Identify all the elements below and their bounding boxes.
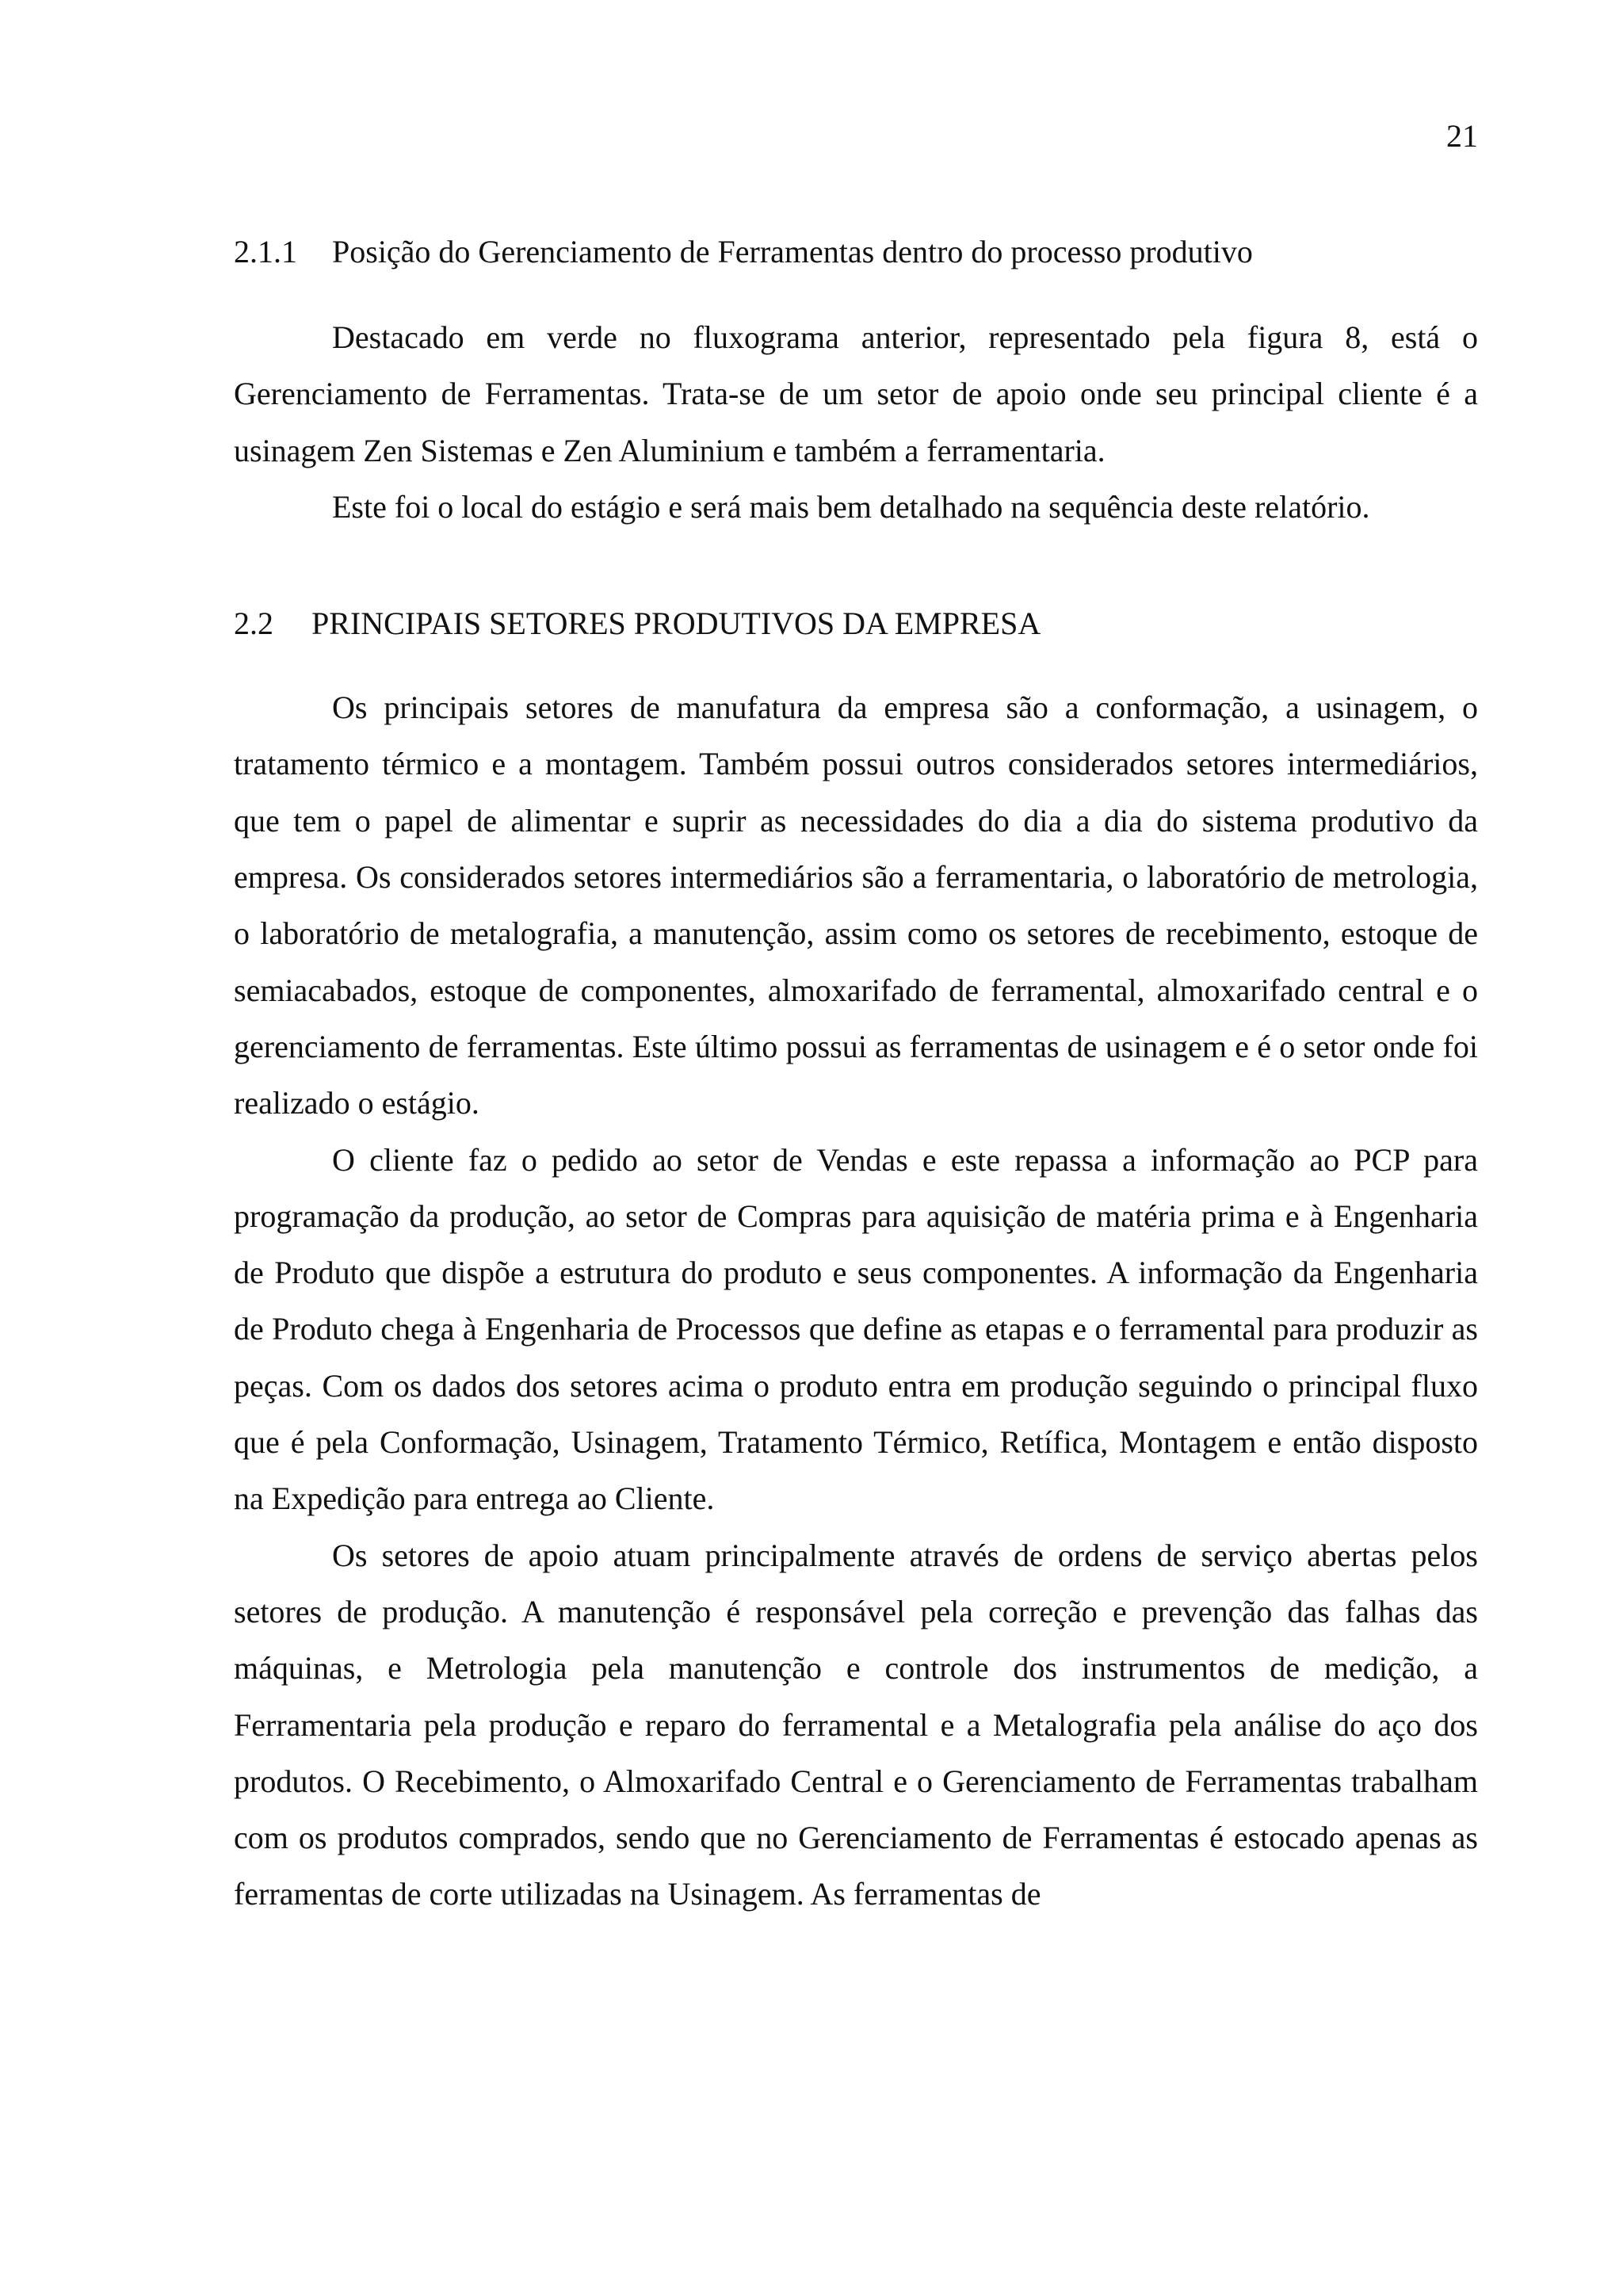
paragraph: Os principais setores de manufatura da empresa são a conformação, a usinagem, o tratamento térmico e a montagem. Também possui outros considerados setores intermediários, que tem o papel de alimentar e suprir as necessidades do dia a dia do sistema produtivo da empresa. Os considerados setores intermediários são a ferramentaria, o laboratório de metrologia, o laboratório de metalografia, a manutenção, assim como os setores de recebimento, estoque de semiacabados, estoque de componentes, almoxarifado de ferramental, almoxarifado central e o gerenciamento de ferramentas. Este último possui as ferramentas de usinagem e é o setor onde foi realizado o estágio. [234, 690, 1478, 1121]
paragraph: Os setores de apoio atuam principalmente através de ordens de serviço abertas pelos setores de produção. A manutenção é responsável pela correção e prevenção das falhas das máquinas, e Metrologia pela manutenção e controle dos instrumentos de medição, a Ferramentaria pela produção e reparo do ferramental e a Metalografia pela análise do aço dos produtos. O Recebimento, o Almoxarifado Central e o Gerenciamento de Ferramentas trabalham com os produtos comprados, sendo que no Gerenciamento de Ferramentas é estocado apenas as ferramentas de corte utilizadas na Usinagem. As ferramentas de [234, 1537, 1478, 1912]
paragraph: O cliente faz o pedido ao setor de Vendas e este repassa a informação ao PCP para programação da produção, ao setor de Compras para aquisição de matéria prima e à Engenharia de Produto que dispõe a estrutura do produto e seus componentes. A informação da Engenharia de Produto chega à Engenharia de Processos que define as etapas e o ferramental para produzir as peças. Com os dados dos setores acima o produto entra em produção seguindo o principal fluxo que é pela Conformação, Usinagem, Tratamento Térmico, Retífica, Montagem e então disposto na Expedição para entrega ao Cliente. [234, 1141, 1478, 1517]
subsection-number: 2.1.1 [234, 234, 297, 269]
subsection-heading [234, 228, 1478, 276]
page-content [234, 228, 1478, 1923]
section-title: PRINCIPAIS SETORES PRODUTIVOS DA EMPRESA [311, 606, 1041, 642]
section-heading [234, 600, 1478, 648]
page-number: 21 [1446, 118, 1478, 154]
subsection-title: Posição do Gerenciamento de Ferramentas dentro do processo produtivo [332, 234, 1253, 269]
section-number: 2.2 [234, 606, 273, 642]
paragraph: Destacado em verde no fluxograma anterior, representado pela figura 8, está o Gerenciamento de Ferramentas. Trata-se de um setor de apoio onde seu principal cliente é a usinagem Zen Sistemas e Zen Aluminium e também a ferramentaria. [234, 319, 1478, 468]
paragraph: Este foi o local do estágio e será mais bem detalhado na sequência deste relatório. [332, 488, 1370, 525]
